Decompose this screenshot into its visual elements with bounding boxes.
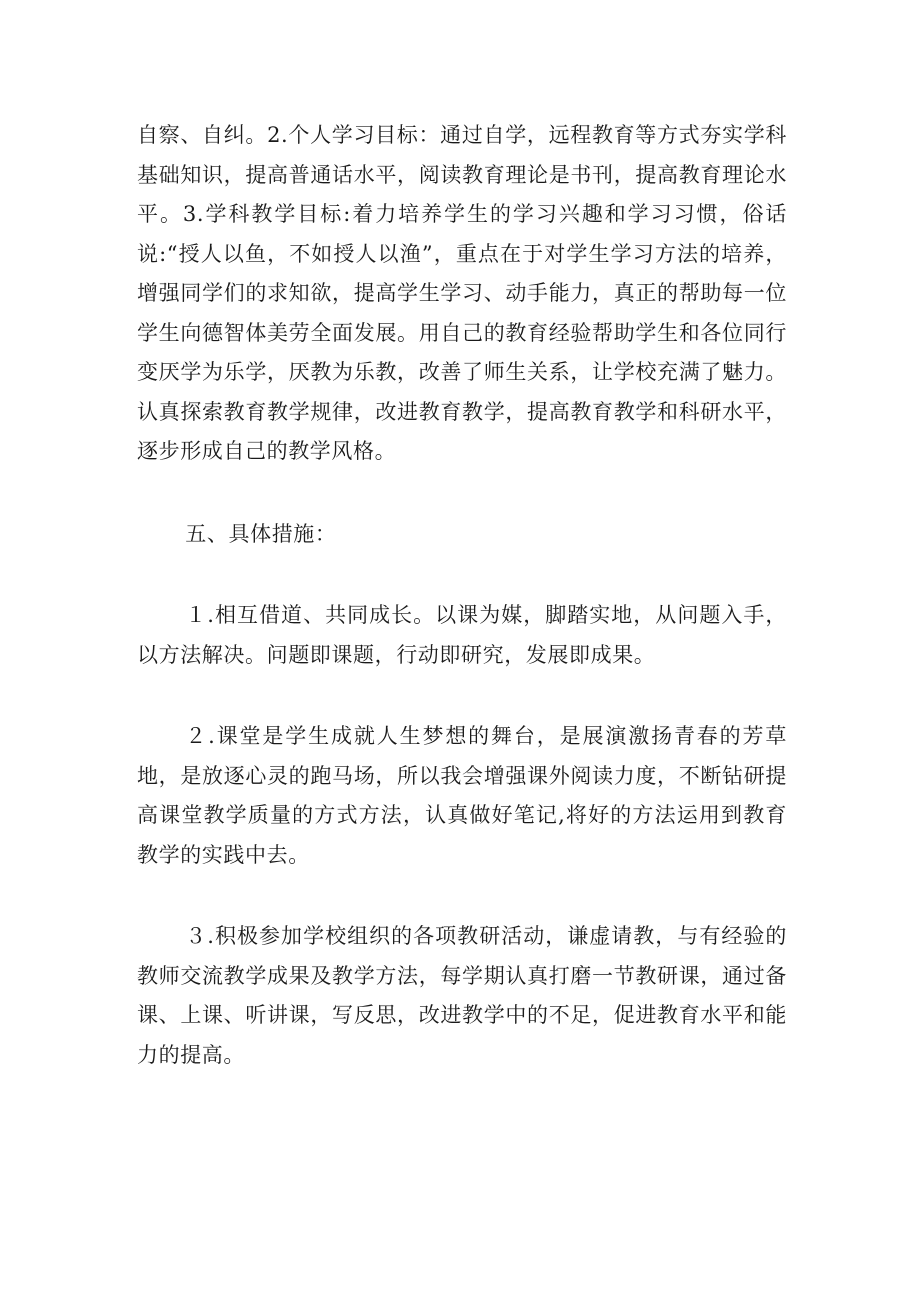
measure-item-2: ２.课堂是学生成就人生梦想的舞台，是展演激扬青春的芳草地，是放逐心灵的跑马场，所以我会增强课外阅读力度，不断钻研提高课堂教学质量的方式方法，认真做好笔记,将好的方法运用到教育教学的实践中去。: [137, 724, 787, 867]
paragraph-goals-continued: 自察、自纠。2.个人学习目标：通过自学，远程教育等方式夯实学科基础知识，提高普通话水平，阅读教育理论是书刊，提高教育理论水平。3.学科教学目标:着力培养学生的学习兴趣和学习习惯，俗话说:“授人以鱼，不如授人以渔”，重点在于对学生学习方法的培养，增强同学们的求知欲，提高学生学习、动手能力，真正的帮助每一位学生向德智体美劳全面发展。用自己的教育经验帮助学生和各位同行变厌学为乐学，厌教为乐教，改善了师生关系，让学校充满了魅力。认真探索教育教学规律，改进教育教学，提高教育教学和科研水平，逐步形成自己的教学风格。: [137, 123, 787, 463]
measure-item-1: １.相互借道、共同成长。以课为媒，脚踏实地，从问题入手，以方法解决。问题即课题，行动即研究，发展即成果。: [137, 603, 787, 667]
measure-item-3: ３.积极参加学校组织的各项教研活动，谦虚请教，与有经验的教师交流教学成果及教学方法，每学期认真打磨一节教研课，通过备课、上课、听讲课，写反思，改进教学中的不足，促进教育水平和能力的提高。: [137, 924, 787, 1067]
section-heading-specific-measures: 五、具体措施：: [185, 521, 337, 546]
document-page: [137, 116, 787, 1075]
